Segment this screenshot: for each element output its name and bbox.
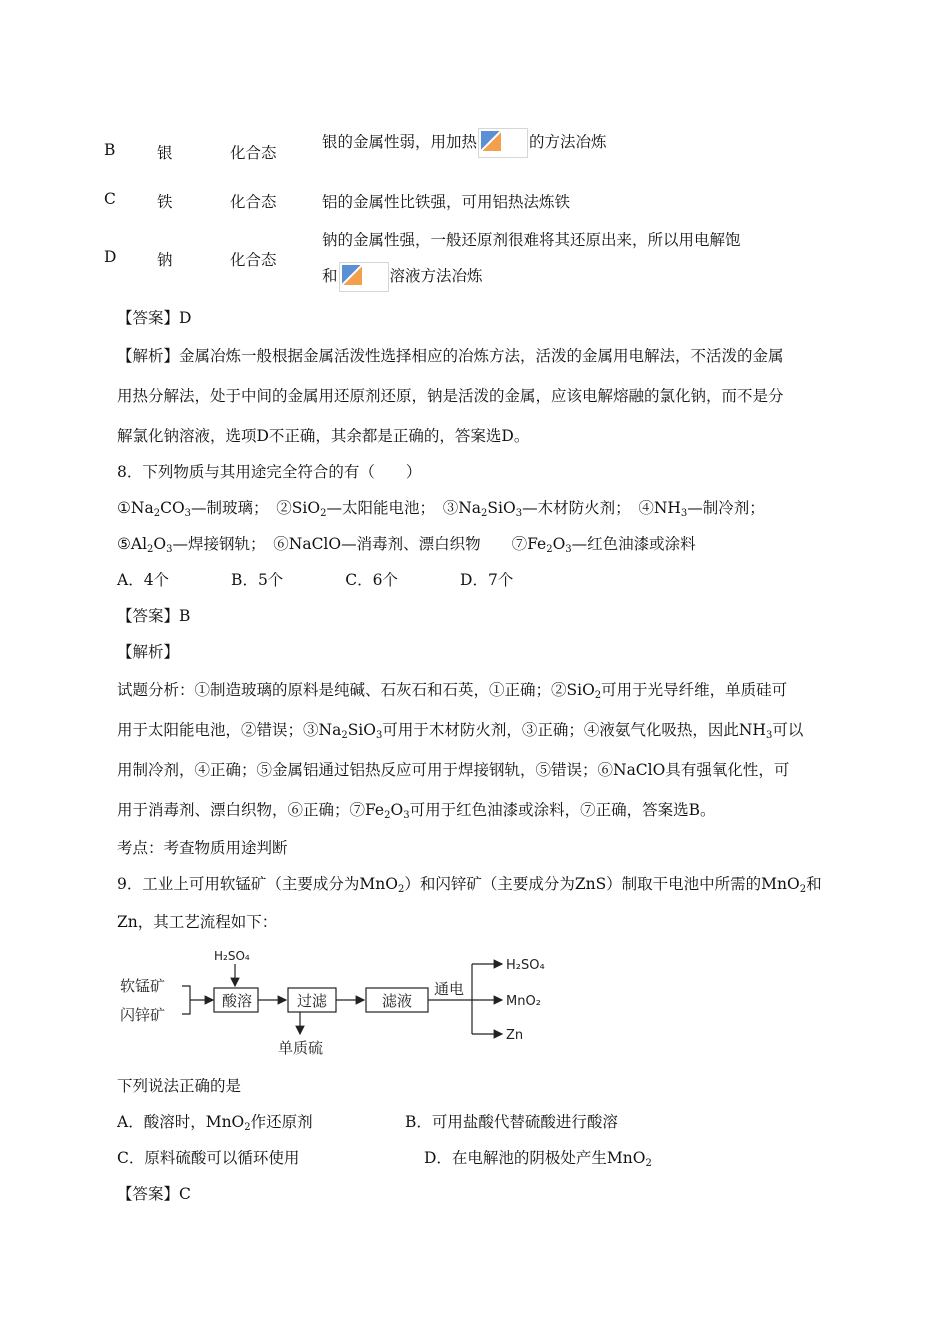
q7-analysis-line3: 解氯化钠溶液，选项D不正确，其余都是正确的，答案选D。 — [117, 427, 530, 445]
flow-box1-label: 酸溶 — [222, 992, 253, 1010]
row-c-metal: 铁 — [157, 193, 173, 211]
row-b-option: B — [104, 141, 116, 159]
q9-stem-line2: Zn，其工艺流程如下： — [117, 913, 278, 931]
row-b-state: 化合态 — [230, 144, 277, 162]
flow-acid: H₂SO₄ — [214, 949, 250, 963]
q9-option-c: C．原料硫酸可以循环使用 — [117, 1149, 300, 1167]
q8-analysis-head: 【解析】 — [117, 643, 180, 661]
q9-option-b: B．可用盐酸代替硫酸进行酸溶 — [405, 1113, 618, 1131]
row-b-metal: 银 — [157, 144, 173, 162]
row-d-explain-line1: 钠的金属性强，一般还原剂很难将其还原出来，所以用电解饱 — [322, 231, 741, 249]
broken-image-icon — [339, 262, 389, 292]
flow-output-2: MnO₂ — [506, 994, 541, 1009]
q9-stem-line1: 9．工业上可用软锰矿（主要成分为MnO$_2$）和闪锌矿（主要成分为ZnS）制取干电池中所需的MnO$_2$和 — [117, 875, 822, 895]
flow-output-3: Zn — [506, 1028, 524, 1043]
q8-kaodian: 考点：考查物质用途判断 — [117, 839, 288, 857]
flow-box3-label: 滤液 — [382, 992, 413, 1010]
flow-output-1: H₂SO₄ — [506, 958, 545, 973]
flow-input-2: 闪锌矿 — [120, 1006, 166, 1024]
q7-analysis-line1: 【解析】金属冶炼一般根据金属活泼性选择相应的冶炼方法，活泼的金属用电解法，不活泼的金属 — [117, 347, 784, 365]
q8-analysis-line3: 用制冷剂，④正确；⑤金属铝通过铝热反应可用于焊接钢轨，⑤错误；⑥NaClO具有强氧化性，可 — [117, 761, 790, 779]
q9-option-a: A．酸溶时，MnO$_2$作还原剂 — [117, 1113, 313, 1133]
q9-question: 下列说法正确的是 — [117, 1077, 242, 1095]
row-d-state: 化合态 — [230, 251, 277, 269]
q8-options: A．4个 B．5个 C．6个 D．7个 — [117, 571, 514, 589]
q8-stem: 8．下列物质与其用途完全符合的有（ ） — [117, 463, 422, 481]
q8-answer: 【答案】B — [117, 607, 191, 625]
row-d-option: D — [104, 248, 117, 266]
q9-option-d: D．在电解池的阴极处产生MnO$_2$ — [424, 1149, 652, 1169]
row-d-explain-line2: 和 溶液方法冶炼 — [322, 262, 483, 292]
q8-analysis-line2: 用于太阳能电池，②错误；$③Na_2SiO_3$可用于木材防火剂，③正确；④液氨气化吸热，因此$NH_3$可以 — [117, 721, 804, 741]
flow-input-1: 软锰矿 — [120, 977, 166, 995]
q9-answer: 【答案】C — [117, 1185, 191, 1203]
q8-items-line2: $⑤Al_2O_3—$焊接钢轨； ⑥NaClO—消毒剂、漂白织物 $⑦Fe_2O_3—$红色油漆或涂料 — [117, 535, 696, 555]
q7-answer: 【答案】D — [117, 309, 192, 327]
row-b-explain: 银的金属性弱，用加热 的方法冶炼 — [322, 128, 607, 158]
process-flow-diagram — [110, 944, 560, 1064]
q8-items-line1: $①Na_2CO_3—$制玻璃； ②SiO$_2$—太阳能电池； $③Na_2SiO_3—$木材防火剂； $④NH_3—$制冷剂； — [117, 499, 765, 519]
flow-box2-label: 过滤 — [297, 992, 328, 1010]
row-c-explain: 铝的金属性比铁强，可用铝热法炼铁 — [322, 193, 571, 211]
broken-image-icon — [478, 128, 528, 158]
row-c-option: C — [104, 190, 116, 208]
q7-analysis-line2: 用热分解法，处于中间的金属用还原剂还原，钠是活泼的金属，应该电解熔融的氯化钠，而不是分 — [117, 387, 784, 405]
q8-analysis-line1: 试题分析：①制造玻璃的原料是纯碱、石灰石和石英，①正确；②SiO$_2$可用于光导纤维，单质硅可 — [117, 681, 788, 701]
q8-analysis-line4: 用于消毒剂、漂白织物，⑥正确；$⑦Fe_2O_3$可用于红色油漆或涂料，⑦正确，答案选B。 — [117, 801, 716, 821]
row-d-metal: 钠 — [157, 251, 173, 269]
row-c-state: 化合态 — [230, 193, 277, 211]
flow-electrolysis: 通电 — [434, 980, 465, 998]
flow-byproduct: 单质硫 — [278, 1039, 324, 1057]
